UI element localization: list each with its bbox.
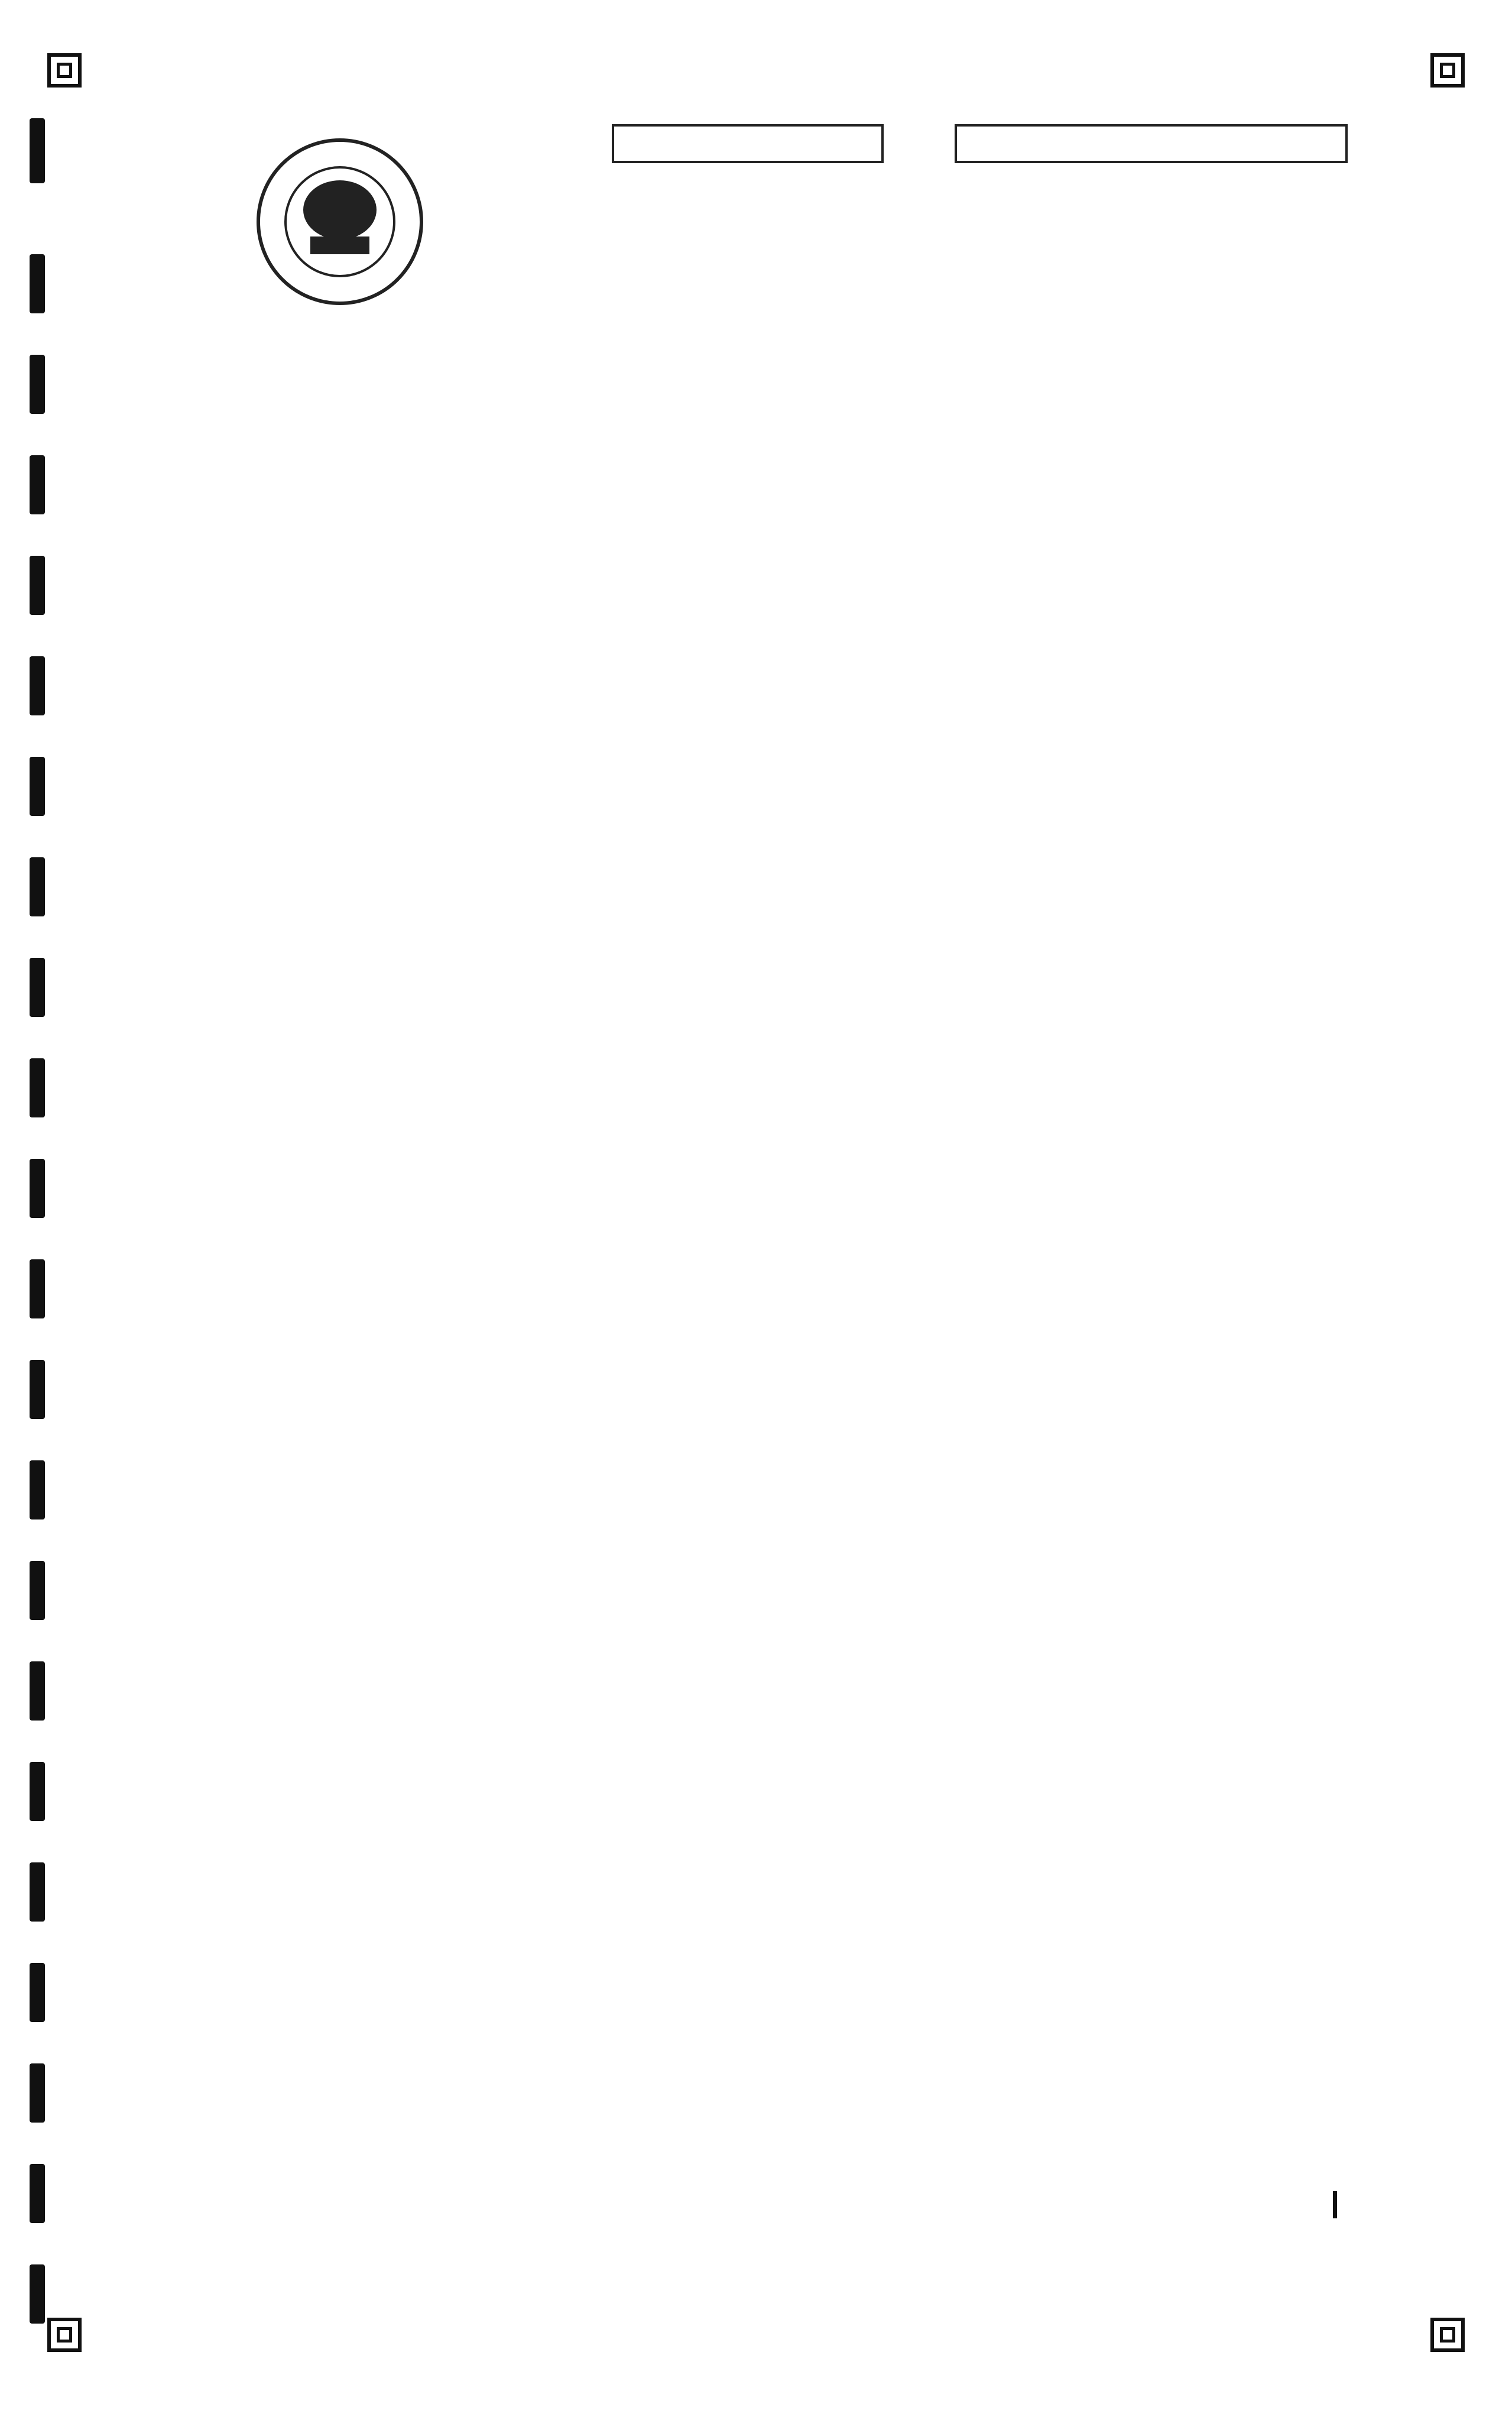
timing-mark (30, 2063, 45, 2123)
timing-mark (30, 1762, 45, 1821)
timing-mark (30, 1661, 45, 1721)
board-seal-logo (254, 136, 426, 307)
timing-mark (30, 355, 45, 414)
timing-mark (30, 1561, 45, 1620)
footer-mark (1333, 2191, 1337, 2218)
roll-number-label (955, 124, 1348, 163)
registration-mark (47, 2318, 82, 2352)
timing-mark (30, 1159, 45, 1218)
timing-mark (30, 118, 45, 183)
timing-mark (30, 556, 45, 615)
timing-mark (30, 1460, 45, 1519)
timing-mark (30, 1259, 45, 1318)
timing-mark (30, 2164, 45, 2223)
version-label (612, 124, 884, 163)
timing-mark (30, 455, 45, 514)
timing-mark (30, 2264, 45, 2324)
timing-mark (30, 656, 45, 715)
timing-mark (30, 857, 45, 916)
timing-mark (30, 1862, 45, 1922)
registration-mark (47, 53, 82, 88)
registration-mark (1430, 2318, 1465, 2352)
timing-mark (30, 1058, 45, 1117)
timing-mark (30, 1360, 45, 1419)
timing-mark (30, 958, 45, 1017)
registration-mark (1430, 53, 1465, 88)
timing-mark (30, 757, 45, 816)
timing-mark (30, 1963, 45, 2022)
timing-mark (30, 254, 45, 313)
